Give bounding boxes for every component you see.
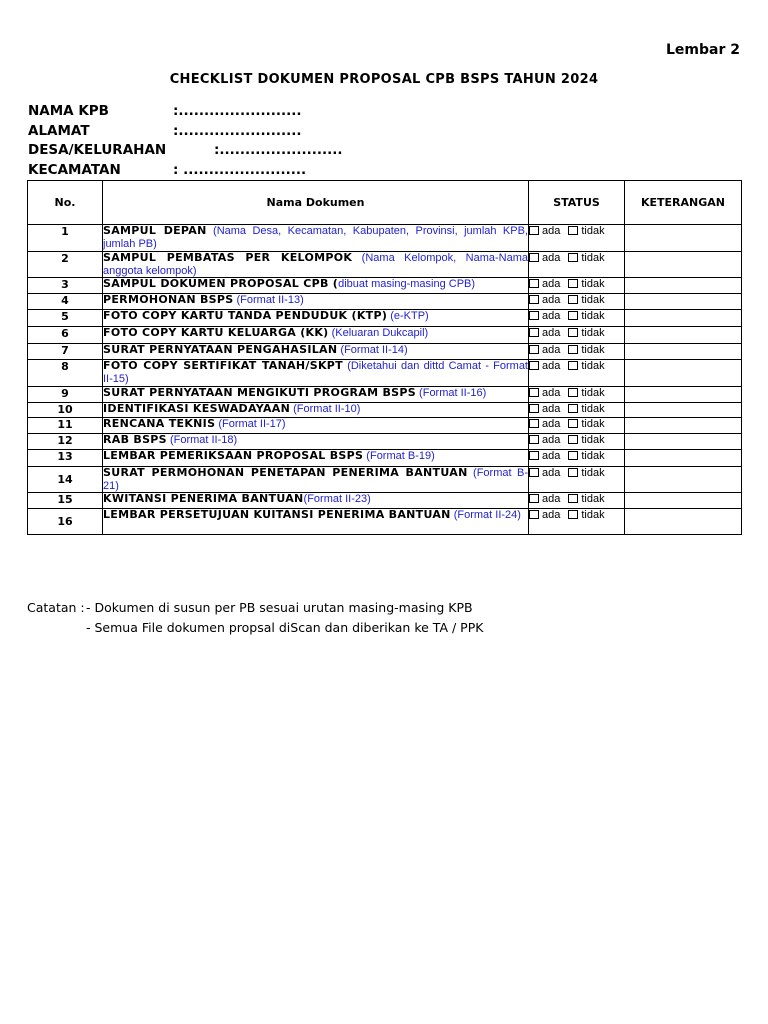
status-cell [529,310,625,327]
field-alamat [28,122,302,142]
status-option-label: ada [542,467,561,479]
notes-label: Catatan : [27,600,85,615]
status-option-tidak[interactable] [568,225,604,237]
checkbox-tidak[interactable] [568,345,578,354]
keterangan-cell[interactable] [625,310,742,327]
column-header-status: STATUS [529,181,625,225]
status-option-label: ada [542,327,561,339]
status-option-tidak[interactable] [568,310,604,322]
status-option-label: tidak [581,493,605,505]
document-note: (Diketahui dan dittd Camat - Format II-15) [103,360,528,385]
checkbox-tidak[interactable] [568,279,578,288]
field-label: NAMA KPB [28,103,109,119]
keterangan-cell[interactable] [625,509,742,535]
document-note: (Format II-17) [215,418,286,430]
status-cell [529,403,625,418]
status-option-tidak[interactable] [568,509,604,521]
status-option-label: ada [542,225,561,237]
document-cell [103,225,529,252]
status-option-ada[interactable] [529,252,560,264]
column-header-no: No. [28,181,103,225]
document-name: SURAT PERNYATAAN MENGIKUTI PROGRAM BSPS [103,386,416,399]
checkbox-ada[interactable] [529,253,539,262]
status-option-ada[interactable] [529,387,560,399]
row-number: 6 [28,327,103,344]
table-row [28,387,742,403]
document-note: (Format II-13) [233,294,304,306]
document-note: dibuat masing-masing CPB) [338,278,476,290]
keterangan-cell[interactable] [625,403,742,418]
notes-section [27,598,484,637]
status-option-label: tidak [581,225,605,237]
checkbox-tidak[interactable] [568,361,578,370]
status-cell [529,360,625,387]
status-option-ada[interactable] [529,434,560,446]
sheet-label: Lembar 2 [666,42,740,58]
checkbox-tidak[interactable] [568,388,578,397]
checkbox-ada[interactable] [529,345,539,354]
status-option-label: tidak [581,434,605,446]
keterangan-cell[interactable] [625,467,742,493]
column-header-keterangan: KETERANGAN [625,181,742,225]
status-cell [529,418,625,434]
checkbox-tidak[interactable] [568,328,578,337]
status-option-ada[interactable] [529,344,560,356]
document-cell [103,418,529,434]
document-cell [103,403,529,418]
document-name: SAMPUL PEMBATAS PER KELOMPOK [103,251,353,264]
status-option-tidak[interactable] [568,327,604,339]
row-number: 8 [28,360,103,387]
document-cell [103,467,529,493]
row-number: 4 [28,294,103,310]
status-cell [529,450,625,467]
document-note: (Format II-24) [450,509,521,521]
checkbox-tidak[interactable] [568,451,578,460]
table-row [28,403,742,418]
checkbox-ada[interactable] [529,510,539,519]
document-cell [103,434,529,450]
keterangan-cell[interactable] [625,387,742,403]
table-row [28,509,742,535]
status-cell [529,327,625,344]
status-option-label: tidak [581,344,605,356]
document-name: SAMPUL DEPAN [103,224,207,237]
checklist-table [27,180,742,535]
table-row [28,225,742,252]
row-number: 13 [28,450,103,467]
status-option-label: tidak [581,403,605,415]
status-option-label: ada [542,278,561,290]
table-row [28,294,742,310]
status-option-ada[interactable] [529,467,560,479]
status-option-tidak[interactable] [568,387,604,399]
checkbox-tidak[interactable] [568,404,578,413]
field-value: : ........................ [173,161,307,178]
keterangan-cell[interactable] [625,278,742,294]
row-number: 11 [28,418,103,434]
document-cell [103,360,529,387]
checkbox-tidak[interactable] [568,419,578,428]
status-option-tidak[interactable] [568,434,604,446]
document-cell [103,509,529,535]
status-option-label: tidak [581,252,605,264]
document-name: FOTO COPY KARTU TANDA PENDUDUK (KTP) [103,309,388,322]
status-option-ada[interactable] [529,493,560,505]
document-name: RENCANA TEKNIS [103,417,216,430]
document-note: (Format B-19) [363,450,435,462]
status-option-label: tidak [581,294,605,306]
document-note: (Format B-21) [103,467,528,492]
document-note: (Format II-14) [337,344,408,356]
row-number: 2 [28,252,103,278]
document-note: (e-KTP) [387,310,429,322]
keterangan-cell[interactable] [625,344,742,360]
keterangan-cell[interactable] [625,294,742,310]
document-title: CHECKLIST DOKUMEN PROPOSAL CPB BSPS TAHUN 2024 [169,72,599,87]
status-option-label: ada [542,252,561,264]
keterangan-cell[interactable] [625,418,742,434]
document-note: (Format II-16) [416,387,487,399]
document-name: SAMPUL DOKUMEN PROPOSAL CPB ( [103,277,339,290]
status-cell [529,387,625,403]
status-cell [529,493,625,509]
table-row [28,467,742,493]
status-option-tidak[interactable] [568,294,604,306]
row-number: 1 [28,225,103,252]
status-option-label: tidak [581,450,605,462]
field-kecamatan [28,161,307,181]
document-note: (Keluaran Dukcapil) [328,327,429,339]
table-header-row [28,181,742,225]
status-option-ada[interactable] [529,509,560,521]
status-cell [529,252,625,278]
status-option-label: tidak [581,509,605,521]
keterangan-cell[interactable] [625,252,742,278]
checkbox-tidak[interactable] [568,253,578,262]
status-option-tidak[interactable] [568,418,604,430]
status-option-ada[interactable] [529,403,560,415]
document-cell [103,387,529,403]
row-number: 5 [28,310,103,327]
status-option-label: tidak [581,360,605,372]
table-row [28,493,742,509]
status-option-label: tidak [581,467,605,479]
status-option-label: ada [542,418,561,430]
document-cell [103,327,529,344]
status-option-tidak[interactable] [568,450,604,462]
document-note: (Nama Kelompok, Nama-Nama anggota kelompok) [103,252,528,277]
checkbox-ada[interactable] [529,311,539,320]
field-label: DESA/KELURAHAN [28,142,167,158]
checkbox-ada[interactable] [529,328,539,337]
table-row [28,344,742,360]
status-option-label: ada [542,403,561,415]
status-option-label: ada [542,387,561,399]
field-value: :........................ [214,142,343,158]
field-label: KECAMATAN [28,161,121,178]
keterangan-cell[interactable] [625,360,742,387]
status-cell [529,509,625,535]
status-option-label: ada [542,310,561,322]
checkbox-tidak[interactable] [568,295,578,304]
row-number: 14 [28,467,103,493]
checkbox-ada[interactable] [529,388,539,397]
status-option-tidak[interactable] [568,403,604,415]
document-name: LEMBAR PEMERIKSAAN PROPOSAL BSPS [103,449,364,462]
status-option-label: tidak [581,278,605,290]
table-row [28,360,742,387]
document-note: (Format II-18) [166,434,238,446]
document-cell [103,344,529,360]
status-cell [529,278,625,294]
note-line [27,618,484,638]
checkbox-ada[interactable] [529,494,539,503]
status-option-tidak[interactable] [568,467,604,479]
row-number: 10 [28,403,103,418]
checkbox-ada[interactable] [529,226,539,235]
row-number: 12 [28,434,103,450]
document-name: SURAT PERNYATAAN PENGAHASILAN [103,343,338,356]
status-option-label: ada [542,450,561,462]
checkbox-tidak[interactable] [568,510,578,519]
status-option-ada[interactable] [529,327,560,339]
row-number: 3 [28,278,103,294]
document-cell [103,310,529,327]
table-row [28,252,742,278]
checkbox-ada[interactable] [529,295,539,304]
table-row [28,418,742,434]
checkbox-ada[interactable] [529,468,539,477]
checkbox-ada[interactable] [529,419,539,428]
status-option-ada[interactable] [529,450,560,462]
checkbox-tidak[interactable] [568,311,578,320]
status-option-label: ada [542,509,561,521]
checkbox-tidak[interactable] [568,435,578,444]
status-option-label: ada [542,360,561,372]
checkbox-ada[interactable] [529,279,539,288]
document-name: SURAT PERMOHONAN PENETAPAN PENERIMA BANTUAN [103,466,468,479]
field-label: ALAMAT [28,122,90,139]
keterangan-cell[interactable] [625,327,742,344]
document-cell [103,252,529,278]
row-number: 7 [28,344,103,360]
document-note: (Format II-23) [303,493,371,505]
status-option-ada[interactable] [529,418,560,430]
document-name: IDENTIFIKASI KESWADAYAAN [103,402,291,415]
document-name: FOTO COPY KARTU KELUARGA (KK) [103,326,329,339]
status-option-ada[interactable] [529,360,560,372]
status-option-label: tidak [581,310,605,322]
document-cell [103,294,529,310]
checkbox-ada[interactable] [529,361,539,370]
note-line [27,598,473,618]
status-option-ada[interactable] [529,310,560,322]
note-item: - Dokumen di susun per PB sesuai urutan masing-masing KPB [86,600,473,615]
status-option-label: ada [542,434,561,446]
status-option-label: ada [542,294,561,306]
status-option-ada[interactable] [529,278,560,290]
column-header-nama-dokumen: Nama Dokumen [103,181,529,225]
document-name: FOTO COPY SERTIFIKAT TANAH/SKPT [103,359,343,372]
status-cell [529,225,625,252]
status-option-label: tidak [581,387,605,399]
checkbox-ada[interactable] [529,451,539,460]
document-cell [103,493,529,509]
note-item: - Semua File dokumen propsal diScan dan diberikan ke TA / PPK [86,619,484,635]
document-name: KWITANSI PENERIMA BANTUAN [103,492,304,505]
field-nama-kpb [28,102,302,122]
document-note: (Format II-10) [290,403,361,415]
checkbox-ada[interactable] [529,435,539,444]
status-option-label: ada [542,493,561,505]
table-row [28,327,742,344]
document-name: PERMOHONAN BSPS [103,293,234,306]
status-option-tidak[interactable] [568,344,604,356]
status-cell [529,434,625,450]
table-row [28,434,742,450]
field-desa-kelurahan [28,141,343,161]
status-option-ada[interactable] [529,294,560,306]
document-name: RAB BSPS [103,433,167,446]
status-option-ada[interactable] [529,225,560,237]
row-number: 16 [28,509,103,535]
field-value: :........................ [173,122,302,139]
status-option-tidak[interactable] [568,278,604,290]
document-name: LEMBAR PERSETUJUAN KUITANSI PENERIMA BANTUAN [103,508,451,521]
checkbox-tidak[interactable] [568,494,578,503]
keterangan-cell[interactable] [625,225,742,252]
row-number: 9 [28,387,103,403]
status-option-tidak[interactable] [568,360,604,372]
document-cell [103,450,529,467]
status-cell [529,294,625,310]
status-option-tidak[interactable] [568,493,604,505]
status-cell [529,344,625,360]
checkbox-ada[interactable] [529,404,539,413]
status-cell [529,467,625,493]
document-note: (Nama Desa, Kecamatan, Kabupaten, Provinsi, jumlah KPB, jumlah PB) [103,225,528,250]
table-row [28,310,742,327]
status-option-tidak[interactable] [568,252,604,264]
table-row [28,278,742,294]
table-body [28,225,742,535]
table-row [28,450,742,467]
field-value: :........................ [173,103,302,119]
status-option-label: tidak [581,327,605,339]
checkbox-tidak[interactable] [568,468,578,477]
keterangan-cell[interactable] [625,450,742,467]
checkbox-tidak[interactable] [568,226,578,235]
status-option-label: ada [542,344,561,356]
header-fields [28,102,343,180]
document-cell [103,278,529,294]
row-number: 15 [28,493,103,509]
status-option-label: tidak [581,418,605,430]
keterangan-cell[interactable] [625,493,742,509]
keterangan-cell[interactable] [625,434,742,450]
